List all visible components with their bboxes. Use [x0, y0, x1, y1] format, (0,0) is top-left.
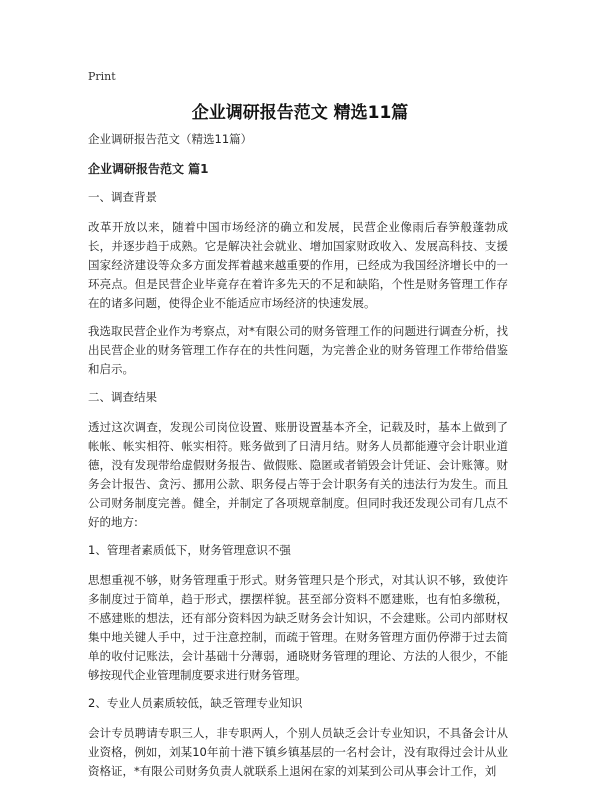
paragraph-subsection-1: 思想重视不够，财务管理重于形式。财务管理只是个形式，对其认识不够，致使许多制度过于简单，趋于形式，摆摆样貌。甚至部分资料不愿建账，也有怕多缴税，不感建账的想法，还有部分资料因为缺乏财务会计知识，不会建账。公司内部财权集中地关键人手中，过于注意控制，而疏于管理。在财务管理方面仍停滞于过去简单的收付记账法，会计基础十分薄弱，通晓财务管理的理论、方法的人很少，不能够按现代企业管理制度要求进行财务管理。	[88, 573, 508, 682]
section-heading-results: 二、调查结果	[88, 390, 157, 404]
paragraph-background-1: 改革开放以来，随着中国市场经济的确立和发展，民营企业像雨后春笋般蓬勃成长，并逐步趋于成熟。它是解决社会就业、增加国家财政收入、发展高科技、支援国家经济建设等众多方面发挥着越来越重要的作用，已经成为我国经济增长中的一环亮点。但是民营企业毕竟存在着许多先天的不足和缺陷，个性是财务管理工作存在的诸多问题，使得企业不能适应市场经济的快速发展。	[88, 220, 508, 310]
subsection-heading-2: 2、专业人员素质较低，缺乏管理专业知识	[88, 696, 303, 710]
article-heading: 企业调研报告范文 篇1	[88, 162, 209, 176]
article-body	[88, 130, 508, 790]
paragraph-results-1: 透过这次调查，发现公司岗位设置、账册设置基本齐全，记载及时，基本上做到了帐帐、帐实相符、帐实相符。账务做到了日清月结。财务人员都能遵守会计职业道德，没有发现带给虚假财务报告、做假账、隐匿或者销毁会计凭证、会计账簿。财务会计报告、贪污、挪用公款、职务侵占等于会计职务有关的违法行为发生。而且公司财务制度完善。健全，并制定了各项规章制度。但同时我还发现公司有几点不好的地方:	[88, 420, 508, 529]
paragraph-background-2: 我选取民营企业作为考察点，对*有限公司的财务管理工作的问题进行调查分析，找出民营企业的财务管理工作存在的共性问题，为完善企业的财务管理工作带给借鉴和启示。	[88, 324, 508, 376]
page-title: 企业调研报告范文 精选11篇	[191, 103, 409, 123]
section-heading-background: 一、调查背景	[88, 190, 157, 204]
subsection-heading-1: 1、管理者素质低下，财务管理意识不强	[88, 543, 291, 557]
paragraph-subsection-2: 会计专员聘请专职三人，非专职两人，个别人员缺乏会计专业知识，不具备会计从业资格，例如，刘某10年前十港下镇乡镇基层的一名村会计，没有取得过会计从业资格证，*有限公司财务负责人就联系上退闲在家的刘某到公司从事会计工作，刘	[88, 726, 508, 778]
document-subtitle: 企业调研报告范文（精选11篇）	[88, 132, 253, 146]
print-label: Print	[88, 70, 116, 83]
